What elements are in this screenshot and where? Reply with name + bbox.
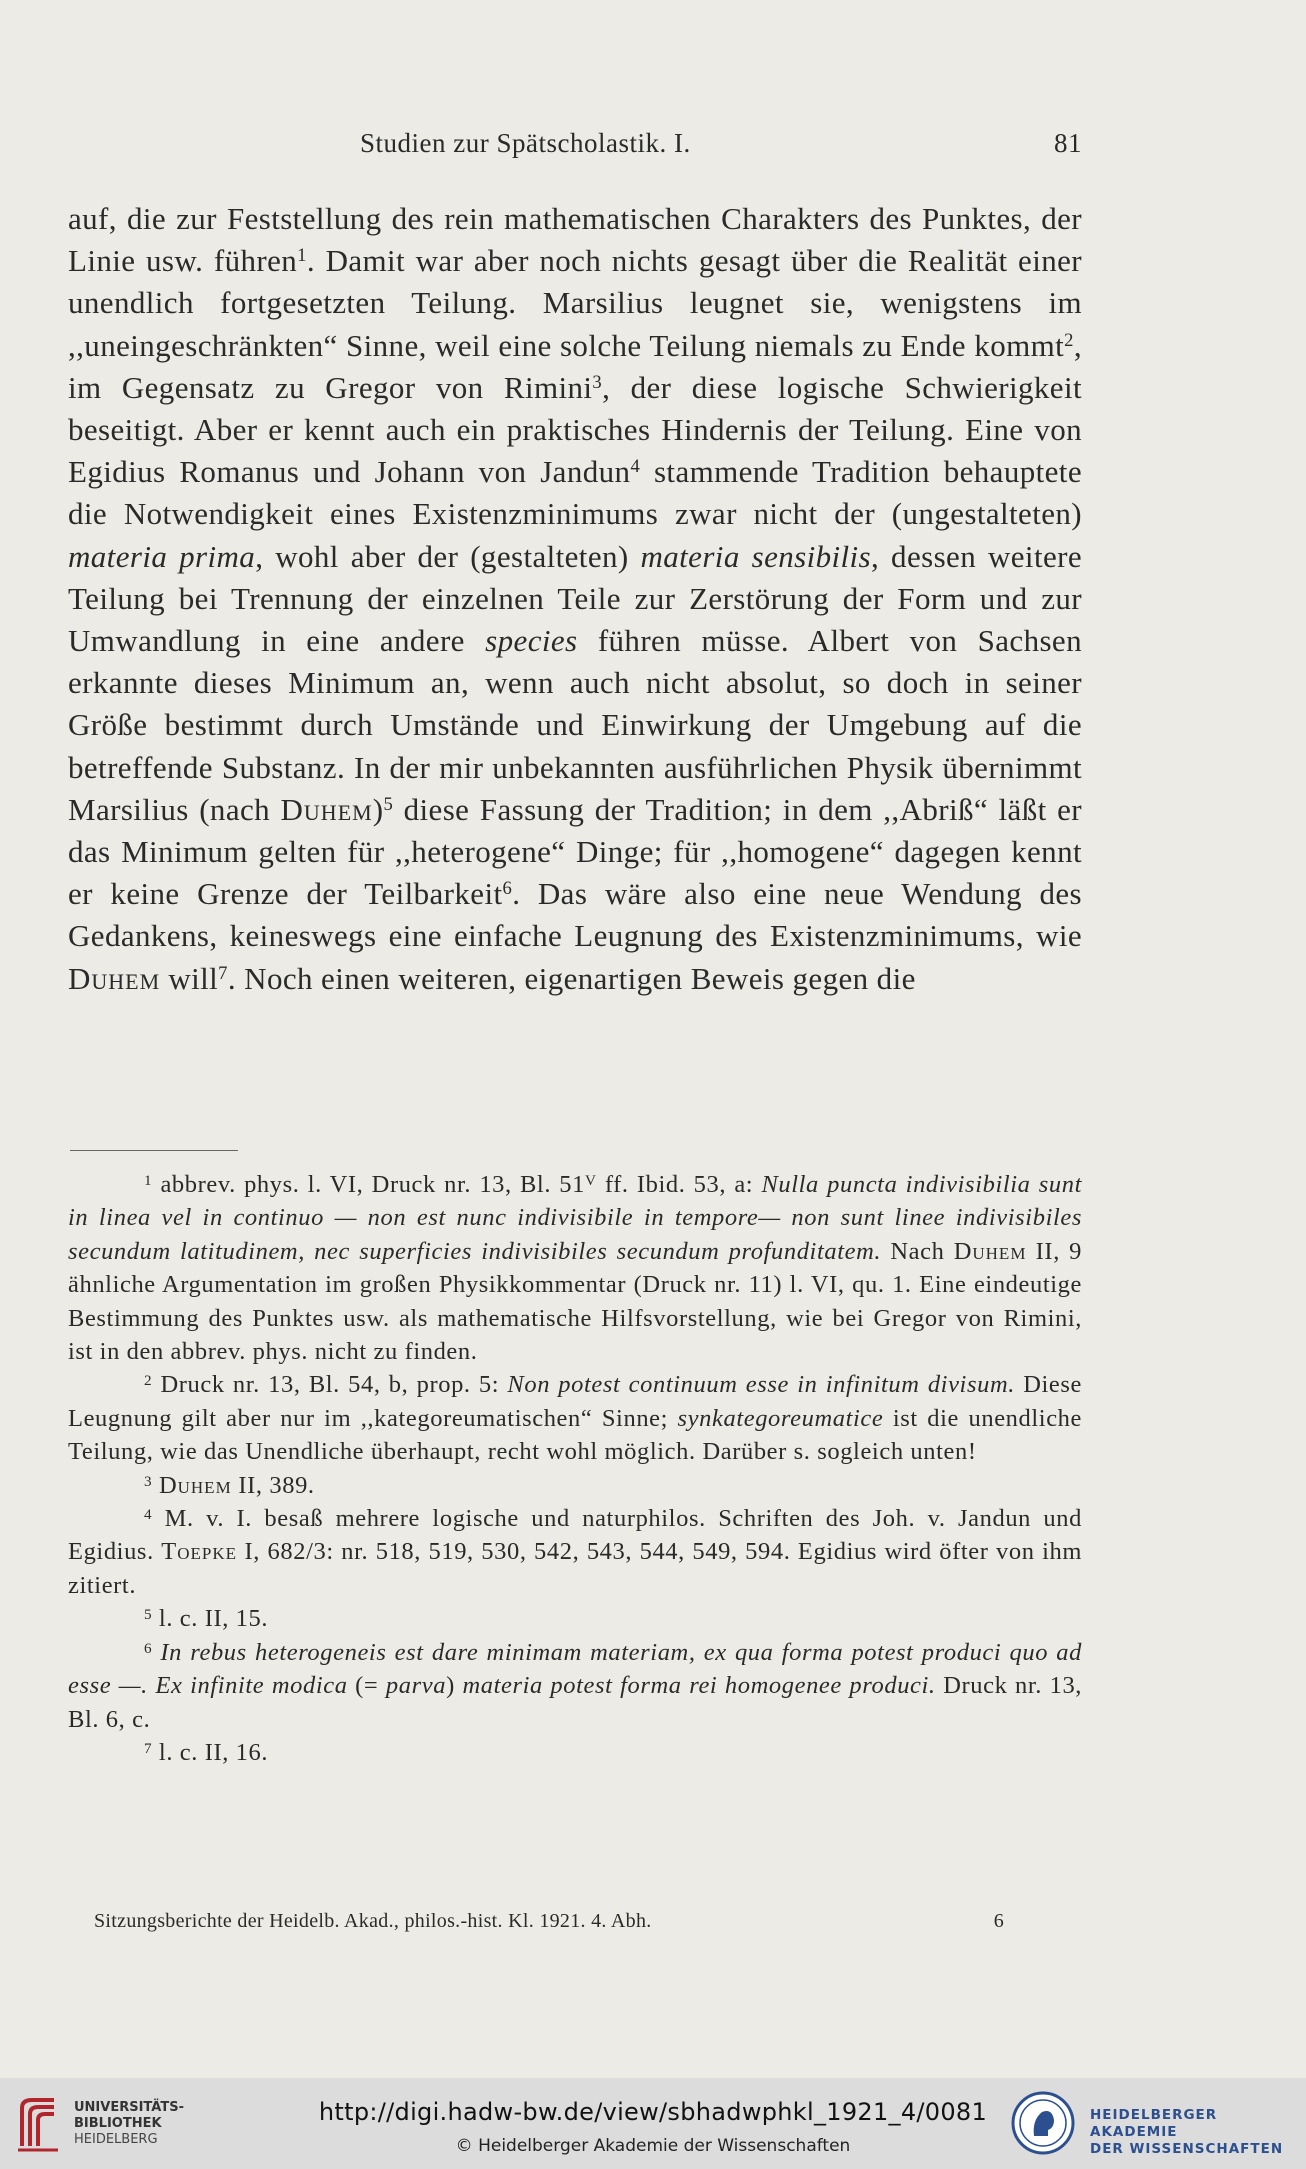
imprint-text: Sitzungsberichte der Heidelb. Akad., philos.-hist. Kl. 1921. 4. Abh.	[94, 1910, 652, 1932]
academy-name: HEIDELBERGER AKADEMIE DER WISSENSCHAFTEN	[1090, 2107, 1284, 2157]
footnote-5: $^5$ l. c. II, 15.	[144, 1605, 269, 1633]
footnote-1: $^1$ abbrev. phys. l. VI, Druck nr. 13, Bl. $51^V$ ff. Ibid. 53, a: Nulla puncta indivisibilia sunt in linea vel in continuo — non est nunc indivisibile in tempore— non sunt linee indivisibiles secundum latitudinem, nec superficies indivisibiles secundum profunditatem. Nach Duhem II, 9 ähnliche Argumentation im großen Physikkommentar (Druck nr. 11) l. VI, qu. 1. Eine eindeutige Bestimmung des Punktes usw. als mathematische Hilfsvorstellung, wie bei Gregor von Rimini, ist in den abbrev. phys. nicht zu finden.	[68, 1171, 1083, 1366]
footnote-3: $^3$ Duhem II, 389.	[144, 1471, 315, 1499]
university-library-name: UNIVERSITÄTS- BIBLIOTHEK HEIDELBERG	[74, 2100, 184, 2147]
copyright-notice: © Heidelberger Akademie der Wissenschaften	[455, 2136, 851, 2156]
body-paragraph: auf, die zur Feststellung des rein mathematischen Charakters des Punktes, der Linie usw. führen$^1$. Damit war aber noch nichts gesagt über die Realität einer unendlich fortgesetzten Teilung. Marsilius leugnet sie, wenigstens im ,,uneingeschränkten“ Sinne, weil eine solche Teilung niemals zu Ende kommt$^2$, im Gegensatz zu Gregor von Rimini$^3$, der diese logische Schwierigkeit beseitigt. Aber er kennt auch ein praktisches Hindernis der Teilung. Eine von Egidius Romanus und Johann von Jandun$^4$ stammende Tradition behauptete die Notwendigkeit eines Existenzminimums zwar nicht der (ungestalteten) materia prima, wohl aber der (gestalteten) materia sensibilis, dessen weitere Teilung bei Trennung der einzelnen Teile zur Zerstörung der Form und zur Umwandlung in eine andere species führen müsse. Albert von Sachsen erkannte dieses Minimum an, wenn auch nicht absolut, so doch in seiner Größe bestimmt durch Umstände und Einwirkung der Umgebung auf die betreffende Substanz. In der mir unbekannten ausführlichen Physik übernimmt Marsilius (nach Duhem)$^5$ diese Fassung der Tradition; in dem ,,Abriß“ läßt er das Minimum gelten für ,,heterogene“ Dinge; für ,,homogene“ dagegen kennt er keine Grenze der Teilbarkeit$^6$. Das wäre also eine neue Wendung des Gedankens, keineswegs eine einfache Leugnung des Existenzminimums, wie Duhem will$^7$. Noch einen weiteren, eigenartigen Beweis gegen die	[68, 201, 1082, 996]
main-text	[68, 198, 1082, 1000]
permalink-url[interactable]: http://digi.hadw-bw.de/view/sbhadwphkl_1921_4/0081	[318, 2098, 988, 2126]
footnote-4: $^4$ M. v. I. besaß mehrere logische und naturphilos. Schriften des Joh. v. Jandun und Egidius. Toepke I, 682/3: nr. 518, 519, 530, 542, 543, 544, 549, 594. Egidius wird öfter von ihm zitiert.	[68, 1505, 1082, 1599]
viewer-footer	[0, 2078, 1306, 2169]
imprint-line	[94, 1910, 1004, 1933]
footnote-6: $^6$ In rebus heterogeneis est dare minimam materiam, ex qua forma potest produci quo ad esse —. Ex infinite modica (= parva) materia potest forma rei homogenee produci. Druck nr. 13, Bl. 6, c.	[68, 1638, 1083, 1733]
academy-seal-icon[interactable]	[1010, 2090, 1076, 2156]
footnote-ref[interactable]: 2	[1064, 329, 1074, 351]
footnotes	[68, 1168, 1082, 1769]
footnote-ref[interactable]: 7	[218, 962, 228, 984]
page-number: 81	[1054, 128, 1082, 158]
footnote-ref[interactable]: 3	[592, 371, 603, 393]
footnote-ref[interactable]: 4	[630, 456, 641, 477]
signature-mark: 6	[993, 1910, 1004, 1932]
footnote-2: $^2$ Druck nr. 13, Bl. 54, b, prop. 5: Non potest continuum esse in infinitum divisum. Diese Leugnung gilt aber nur im ,,kategoreumatischen“ Sinne; synkategoreumatice ist die unendliche Teilung, wie das Unendliche überhaupt, recht wohl möglich. Darüber s. sogleich unten!	[68, 1371, 1082, 1466]
footnote-divider	[70, 1150, 238, 1151]
footnote-7: $^7$ l. c. II, 16.	[144, 1738, 269, 1766]
footnote-ref[interactable]: 1	[297, 244, 307, 266]
footnote-ref[interactable]: 6	[502, 878, 513, 900]
running-head-title: Studien zur Spätscholastik. I.	[360, 128, 691, 158]
footnote-ref[interactable]: 5	[383, 793, 394, 815]
